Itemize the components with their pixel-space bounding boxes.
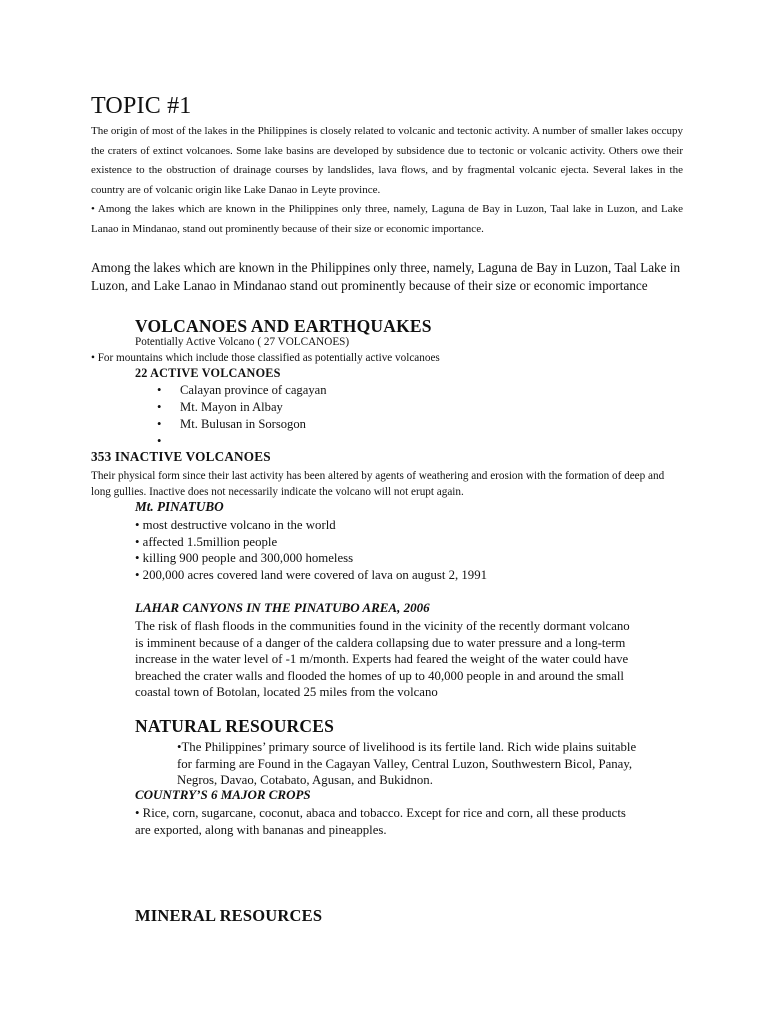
list-item (157, 416, 327, 433)
potentially-active-text: Potentially Active Volcano ( 27 VOLCANOES) (135, 336, 350, 348)
lahar-heading: LAHAR CANYONS IN THE PINATUBO AREA, 2006 (135, 600, 430, 615)
list-item-label: Mt. Bulusan in Sorsogon (180, 417, 306, 431)
inactive-volcanoes-heading: 353 INACTIVE VOLCANOES (91, 449, 271, 464)
paragraph-line: The risk of flash floods in the communities found in the vicinity of the recently dormant volcano (135, 619, 630, 633)
bullet-icon: • (157, 417, 162, 431)
paragraph-line: coastal town of Botolan, located 25 miles from the volcano (135, 685, 438, 699)
list-item (157, 433, 327, 450)
lakes-paragraph: Among the lakes which are known in the Philippines only three, namely, Laguna de Bay in Luzon, Taal Lake in Luzon, and Lake Lanao in Mindanao stand out prominently because of their size or economic importance (91, 260, 681, 293)
paragraph-line: for farming are Found in the Cagayan Valley, Central Luzon, Southwestern Bicol, Panay, (177, 756, 633, 771)
paragraph-line: are exported, along with bananas and pineapples. (135, 822, 387, 837)
intro-paragraph: The origin of most of the lakes in the Philippines is closely related to volcanic and tectonic activity. A number of smaller lakes occupy the craters of extinct volcanoes. Some lake basins are developed by subsidence due to tectonic or volcanic activity. Others owe their existence to the obstruction of drainage courses by landslides, lava flows, and by fragmental volcanic ejecta. Several lakes in the country are of volcanic origin like Lake Danao in Leyte province. (91, 125, 683, 196)
pinatubo-heading: Mt. PINATUBO (135, 499, 224, 514)
intro-bullet: • Among the lakes which are known in the Philippines only three, namely, Laguna de Bay in Luzon, Taal lake in Luzon, and Lake Lanao in Mindanao, stand out prominently because of their size or economic importance. (91, 203, 683, 235)
bullet-icon: • (157, 434, 162, 448)
list-item (157, 399, 327, 416)
list-item: • killing 900 people and 300,000 homeless (135, 551, 354, 565)
mountains-note: • For mountains which include those classified as potentially active volcanoes (91, 352, 440, 364)
bullet-icon: • (157, 400, 162, 414)
list-item-label: Calayan province of cagayan (180, 383, 327, 397)
major-crops-heading: COUNTRY’S 6 MAJOR CROPS (135, 787, 311, 802)
list-item-label: Mt. Mayon in Albay (180, 400, 283, 414)
inactive-description: Their physical form since their last activity has been altered by agents of weathering and erosion with the formation of deep and long gullies. Inactive does not necessarily indicate the volcano will not erupt again. (91, 470, 665, 498)
active-volcano-list (157, 382, 327, 450)
paragraph-line: Negros, Davao, Cotabato, Agusan, and Bukidnon. (177, 773, 433, 787)
paragraph-line: • Rice, corn, sugarcane, coconut, abaca and tobacco. Except for rice and corn, all these products (135, 806, 626, 820)
lahar-paragraph (135, 618, 630, 701)
bullet-icon: • (157, 383, 162, 397)
pinatubo-facts (135, 517, 487, 583)
paragraph-line: •The Philippines’ primary source of livelihood is its fertile land. Rich wide plains suitable (177, 740, 637, 754)
volcanoes-heading: VOLCANOES AND EARTHQUAKES (135, 316, 432, 336)
paragraph-line: breached the crater walls and flooded the homes of up to 40,000 people in and around the small (135, 668, 624, 683)
paragraph-line: is imminent because of a danger of the caldera collapsing due to water pressure and a long-term (135, 635, 626, 650)
topic-title: TOPIC #1 (91, 93, 192, 119)
natural-resources-paragraph (177, 739, 636, 789)
list-item (157, 382, 327, 399)
major-crops-paragraph (135, 805, 626, 838)
list-item: • most destructive volcano in the world (135, 518, 336, 532)
list-item: • 200,000 acres covered land were covered of lava on august 2, 1991 (135, 567, 488, 582)
active-volcanoes-heading: 22 ACTIVE VOLCANOES (135, 366, 281, 380)
natural-resources-heading: NATURAL RESOURCES (135, 716, 335, 736)
paragraph-line: increase in the water level of -1 m/month. Experts had feared the weight of the water could have (135, 652, 629, 666)
mineral-resources-heading: MINERAL RESOURCES (135, 906, 323, 925)
list-item: • affected 1.5million people (135, 534, 278, 549)
